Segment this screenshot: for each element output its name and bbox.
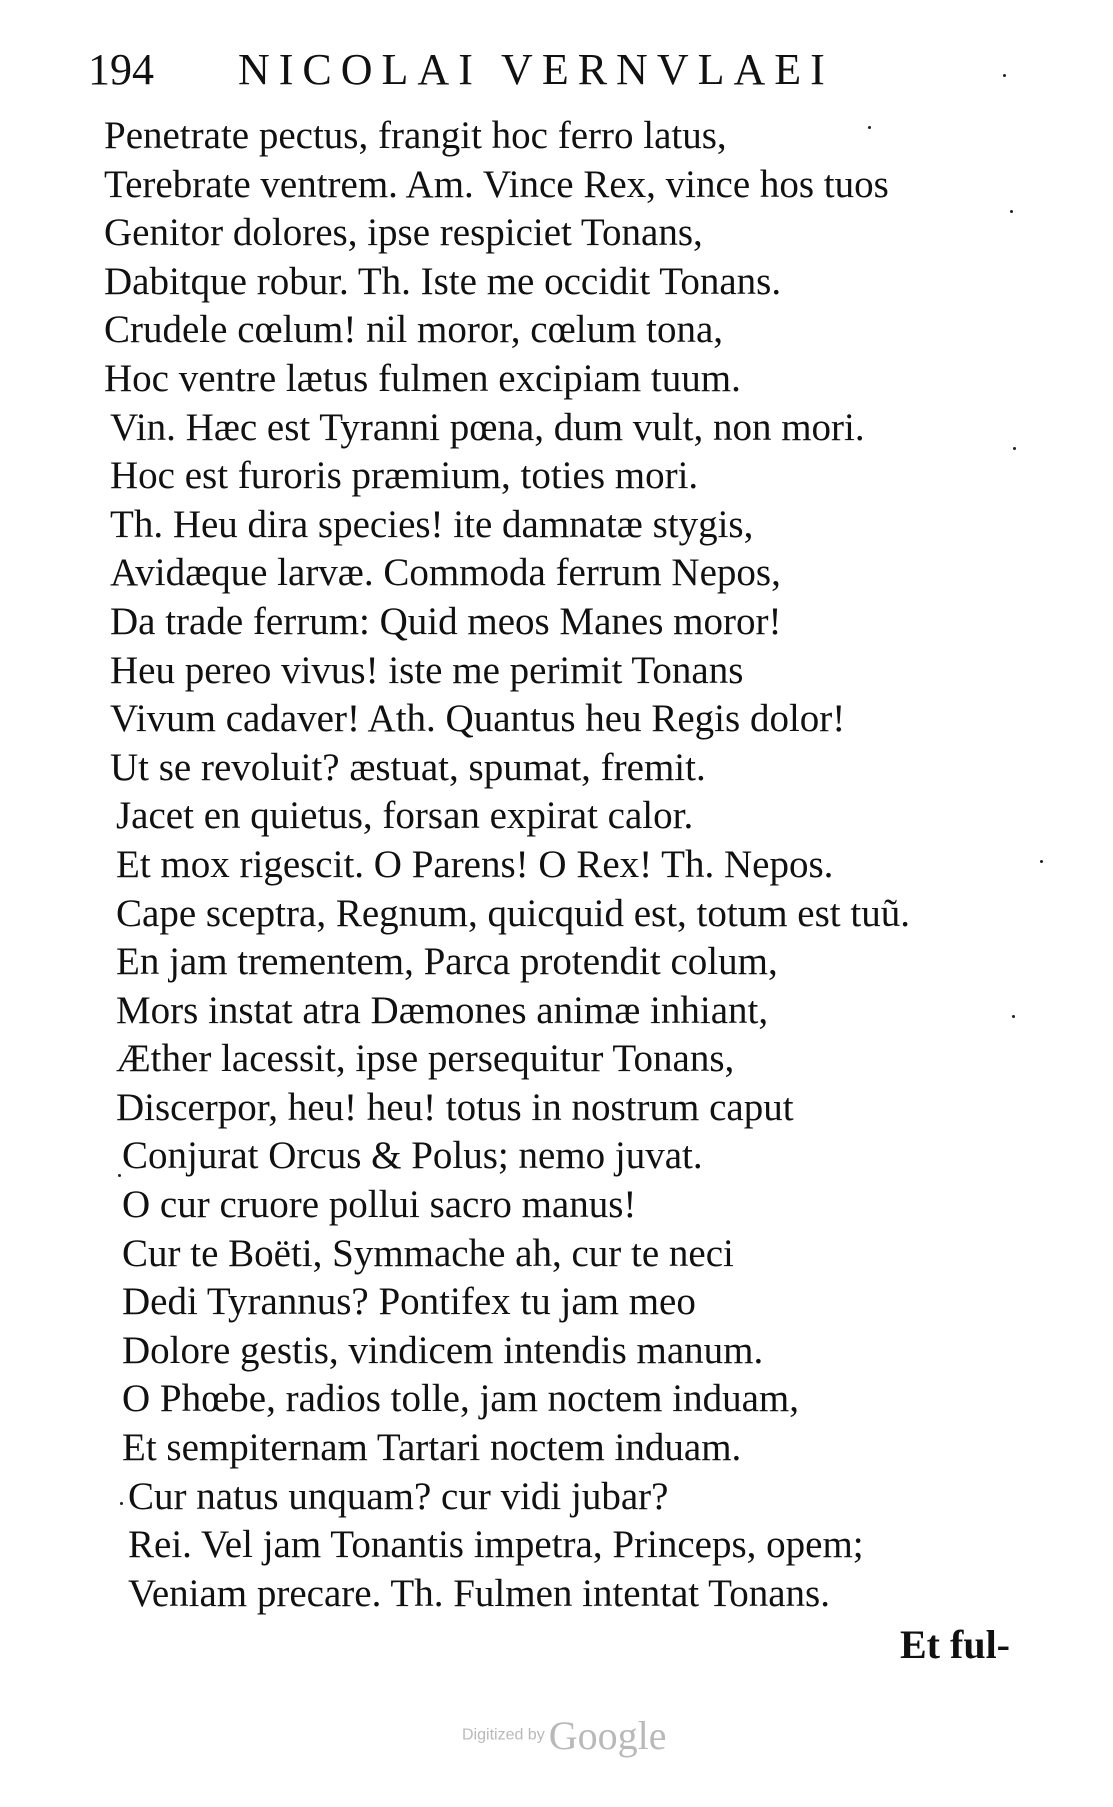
verse-line: Et sempiternam Tartari noctem induam. [122,1426,742,1470]
verse-line: Penetrate pectus, frangit hoc ferro latus, [104,114,727,157]
verse-line: Vin. Hæc est Tyranni pœna, dum vult, non mori. [110,405,865,449]
verse-line: Th. Heu dira species! ite damnatæ stygis, [110,502,754,546]
verse-line: Ut se revoluit? æstuat, spumat, fremit. [110,745,706,789]
verse-line: En jam trementem, Parca protendit colum, [116,940,778,984]
ink-speck [1012,1015,1015,1018]
page-number: 194 [88,45,154,94]
verse-line: Jacet en quietus, forsan expirat calor. [116,794,694,838]
ink-speck [868,126,871,129]
verse-line: Da trade ferrum: Quid meos Manes moror! [110,599,782,643]
verse-line: O Phœbe, radios tolle, jam noctem induam, [122,1377,799,1421]
verse-line: Hoc ventre lætus fulmen excipiam tuum. [104,356,741,400]
ink-speck [1003,74,1006,77]
verse-line: Genitor dolores, ipse respiciet Tonans, [104,211,703,255]
ink-speck [1040,860,1043,863]
verse-line: O cur cruore pollui sacro manus! [122,1183,637,1227]
verse-line: Et mox rigescit. O Parens! O Rex! Th. Nepos. [116,842,834,886]
verse-line: Conjurat Orcus & Polus; nemo juvat. [122,1134,703,1178]
verse-line: Veniam precare. Th. Fulmen intentat Tonans. [128,1571,830,1615]
verse-line: Cur natus unquam? cur vidi jubar? [128,1474,669,1518]
catchword: Et ful- [900,1622,1010,1667]
verse-line: Crudele cœlum! nil moror, cœlum tona, [104,308,724,352]
watermark-prefix: Digitized by [462,1726,545,1744]
verse-line: Dedi Tyrannus? Pontifex tu jam meo [122,1280,696,1324]
verse-line: Cur te Boëti, Symmache ah, cur te neci [122,1231,734,1275]
verse-line: Terebrate ventrem. Am. Vince Rex, vince hos tuos [104,162,889,206]
verse-line: Cape sceptra, Regnum, quicquid est, totum est tuũ. [116,891,910,935]
verse-line: Æther lacessit, ipse persequitur Tonans, [116,1037,735,1081]
verse-line: Discerpor, heu! heu! totus in nostrum caput [116,1085,794,1129]
verse-line: Dolore gestis, vindicem intendis manum. [122,1328,764,1372]
ink-speck [120,1502,123,1505]
ink-speck [1013,447,1016,450]
running-head: NICOLAI VERNVLAEI [238,45,834,94]
verse-line: Hoc est furoris præmium, toties mori. [110,454,699,498]
ink-speck [1010,210,1013,213]
ink-speck [118,1174,121,1177]
verse-line: Heu pereo vivus! iste me perimit Tonans [110,648,744,692]
page-header [88,40,888,100]
verse-line: Rei. Vel jam Tonantis impetra, Princeps, opem; [128,1523,864,1567]
verse-line: Avidæque larvæ. Commoda ferrum Nepos, [110,551,781,595]
watermark-brand: Google [548,1713,667,1758]
verse-line: Mors instat atra Dæmones animæ inhiant, [116,988,769,1032]
digitization-watermark [462,1712,666,1762]
verse-line: Dabitque robur. Th. Iste me occidit Tonans. [104,259,782,303]
verse-block [100,112,1040,1618]
verse-line: Vivum cadaver! Ath. Quantus heu Regis dolor! [110,697,846,741]
